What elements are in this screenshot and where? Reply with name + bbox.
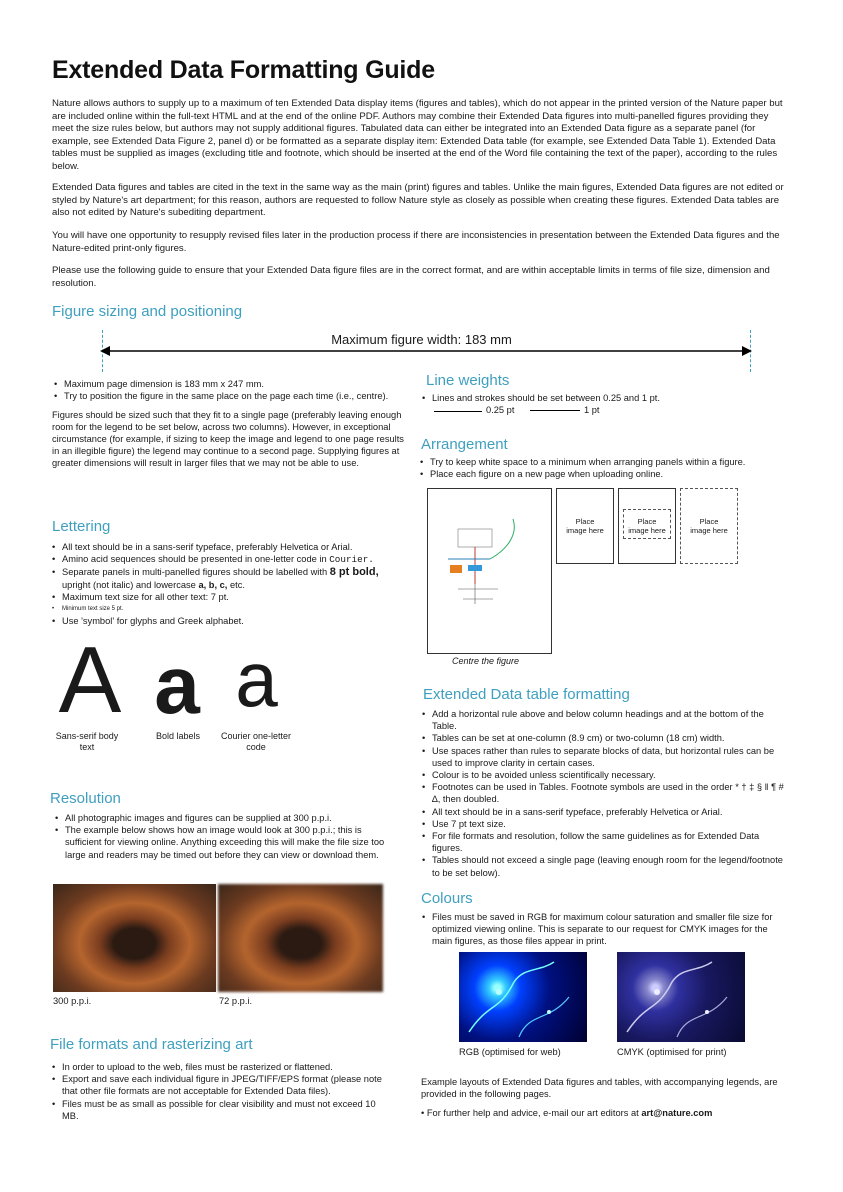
- caption-72ppi: 72 p.p.i.: [219, 996, 253, 1006]
- max-width-label: Maximum figure width: 183 mm: [331, 332, 512, 347]
- list-item: • Minimum text size 5 pt.: [52, 603, 412, 615]
- list-item: • Use 'symbol' for glyphs and Greek alphabet.: [52, 615, 412, 627]
- arrangement-heading: Arrangement: [421, 436, 508, 453]
- sans-serif-caption: Sans-serif body text: [55, 731, 119, 752]
- colours-heading: Colours: [421, 890, 473, 907]
- placeholder-text: image here: [628, 526, 666, 535]
- list-item: • Maximum text size for all other text: 7 pt.: [52, 591, 412, 603]
- orangutan-photo-300ppi: [53, 884, 216, 992]
- example-layouts-note: Example layouts of Extended Data figures and tables, with accompanying legends, are provided in the following pages.: [421, 1077, 778, 1099]
- list-item: • All photographic images and figures can be supplied at 300 p.p.i.: [55, 812, 395, 824]
- lettering-heading: Lettering: [52, 518, 111, 535]
- table-formatting-heading: Extended Data table formatting: [423, 686, 630, 703]
- intro-paragraph-3: You will have one opportunity to resupply revised files later in the production process if there are inconsistencies in presentation between the Extended Data figures and the Nature-edited print-only figures.: [52, 230, 780, 254]
- list-item: • Files must be saved in RGB for maximum colour saturation and smaller file size for optimized viewing online. This is separate to our request for CMYK images for the main figures, as those files appear in print.: [422, 911, 788, 948]
- example-page-placeholder: [680, 488, 738, 564]
- sizing-paragraph: Figures should be sized such that they fit to a single page (preferably leaving enough room for the legend to be set below, across two columns). However, in exceptional circumstance (for example, if sizing to keep the image and legend to one page results in an illegible figure) the legend may continue to a second page. Supplying figures at greater dimensions will result in larger files that we may not be able to use.: [52, 410, 404, 468]
- thin-line-label: 0.25 pt: [486, 405, 515, 415]
- courier-sample-glyph: a: [233, 642, 281, 730]
- sizing-bullets: [54, 378, 414, 402]
- file-formats-bullets: [52, 1061, 382, 1122]
- arrangement-bullets: [420, 456, 800, 480]
- placeholder-frame: [623, 509, 671, 539]
- example-page-centered: [427, 488, 552, 654]
- table-formatting-bullets: [422, 708, 788, 879]
- list-item: • All text should be in a sans-serif typeface, preferably Helvetica or Arial.: [422, 806, 788, 818]
- placeholder-text: Place: [699, 517, 719, 526]
- list-item: • Export and save each individual figure in JPEG/TIFF/EPS format (please note that other file formats are not acceptable for Extended Data files).: [52, 1073, 382, 1097]
- colours-bullets: [422, 911, 788, 948]
- courier-caption: Courier one-letter code: [220, 731, 292, 752]
- placeholder-text: Place: [575, 517, 595, 526]
- sizing-heading: Figure sizing and positioning: [52, 303, 243, 320]
- sans-serif-sample-glyph: A: [58, 627, 122, 732]
- intro-paragraph-1: Nature allows authors to supply up to a maximum of ten Extended Data display items (figures and tables), which do not appear in the printed version of the Nature paper but are included online within the full-text HTML and at the end of the online PDF. Authors may combine their Extended Data figures into multi-panelled figures providing they meet the size rules below, but authors may not supply additional figures. Tabulated data can either be integrated into an Extended Data figure as a separate panel (for example, see Extended Data Figure 2, panel d) or be formatted as a separate display item: Extended Data table (for example, see Extended Data Table 1). Extended Data tables must be supplied as images (excluding title and footnote, which should be inserted at the end of the Word file containing the text of the paper), according to the rules below.: [52, 98, 783, 172]
- list-item: • Try to keep white space to a minimum when arranging panels within a figure.: [420, 456, 800, 468]
- cmyk-caption: CMYK (optimised for print): [617, 1047, 727, 1057]
- bold-caption: Bold labels: [155, 731, 201, 741]
- example-page-placeholder: [618, 488, 676, 564]
- orangutan-photo-72ppi: [218, 884, 383, 992]
- placeholder-text: image here: [566, 526, 604, 535]
- line-weights-heading: Line weights: [426, 372, 510, 389]
- list-item: • Colour is to be avoided unless scientifically necessary.: [422, 769, 788, 781]
- rgb-sample-pattern: [459, 952, 587, 1042]
- list-item: • Lines and strokes should be set between 0.25 and 1 pt.: [422, 392, 782, 404]
- width-arrow: [100, 344, 752, 358]
- list-item: • Tables should not exceed a single page (leaving enough room for the legend/footnote to be set below).: [422, 854, 788, 878]
- letters-abc: a, b, c,: [198, 579, 228, 590]
- list-item: • Maximum page dimension is 183 mm x 247 mm.: [54, 378, 414, 390]
- lettering-bullets: [52, 541, 412, 627]
- bold-label-sample: 8 pt bold: [329, 566, 376, 579]
- list-item: • Separate panels in multi-panelled figures should be labelled with 8 pt bold, upright (not italic) and lowercase a, b, c, etc.: [52, 566, 412, 590]
- centre-caption: Centre the figure: [452, 656, 520, 666]
- resolution-heading: Resolution: [50, 790, 121, 807]
- list-item: • Tables can be set at one-column (8.9 cm) or two-column (18 cm) width.: [422, 732, 788, 744]
- help-line: • For further help and advice, e-mail our art editors at art@nature.com: [421, 1108, 713, 1118]
- list-item: • Amino acid sequences should be presented in one-letter code in Courier.: [52, 553, 412, 566]
- list-item: • In order to upload to the web, files must be rasterized or flattened.: [52, 1061, 382, 1073]
- list-item: • The example below shows how an image would look at 300 p.p.i.; this is sufficient for viewing online. Anything exceeding this will make the file size too large and readers may be timed out before they can view or download them.: [55, 824, 395, 861]
- courier-word: Courier.: [329, 554, 374, 566]
- resolution-bullets: [55, 812, 395, 861]
- centered-figure-diagram: [428, 489, 551, 653]
- thick-line-label: 1 pt: [584, 405, 600, 415]
- caption-300ppi: 300 p.p.i.: [53, 996, 92, 1006]
- email-link[interactable]: art@nature.com: [641, 1108, 713, 1118]
- intro-paragraph-2: Extended Data figures and tables are cited in the text in the same way as the main (print) figures and tables. Unlike the main figures, Extended Data figures are not edited or styled by Nature's art department; for this reason, authors are requested to follow Nature style as closely as possible when creating these figures. Extended Data tables are also not edited by Nature's subediting department.: [52, 182, 784, 219]
- list-item: • For file formats and resolution, follow the same guidelines as for Extended Data figures.: [422, 830, 788, 854]
- rgb-caption: RGB (optimised for web): [459, 1047, 561, 1057]
- page-title: Extended Data Formatting Guide: [52, 56, 435, 84]
- thin-line-sample: [434, 411, 482, 412]
- line-weights-bullets: [422, 392, 782, 404]
- list-item: • All text should be in a sans-serif typeface, preferably Helvetica or Arial.: [52, 541, 412, 553]
- list-item: • Add a horizontal rule above and below column headings and at the bottom of the Table.: [422, 708, 788, 732]
- file-formats-heading: File formats and rasterizing art: [50, 1036, 253, 1053]
- cmyk-sample-image: [617, 952, 745, 1042]
- thick-line-sample: [530, 410, 580, 411]
- example-page-placeholder: [556, 488, 614, 564]
- bold-sample-glyph: a: [154, 640, 200, 731]
- list-item: • Use spaces rather than rules to separate blocks of data, but horizontal rules can be used to improve clarity in certain cases.: [422, 745, 788, 769]
- list-item: • Files must be as small as possible for clear visibility and must not exceed 10 MB.: [52, 1098, 382, 1122]
- list-item: • Place each figure on a new page when uploading online.: [420, 468, 800, 480]
- placeholder-text: image here: [690, 526, 728, 535]
- placeholder-text: Place: [637, 517, 657, 526]
- intro-paragraph-4: Please use the following guide to ensure that your Extended Data figure files are in the correct format, and are within acceptable limits in terms of file size, dimension and resolution.: [52, 265, 770, 289]
- rgb-sample-image: [459, 952, 587, 1042]
- cmyk-sample-pattern: [617, 952, 745, 1042]
- list-item: • Footnotes can be used in Tables. Footnote symbols are used in the order * † ‡ § ‖ ¶ # ∆, then doubled.: [422, 781, 788, 805]
- list-item: • Use 7 pt text size.: [422, 818, 788, 830]
- list-item: • Try to position the figure in the same place on the page each time (i.e., centre).: [54, 390, 414, 402]
